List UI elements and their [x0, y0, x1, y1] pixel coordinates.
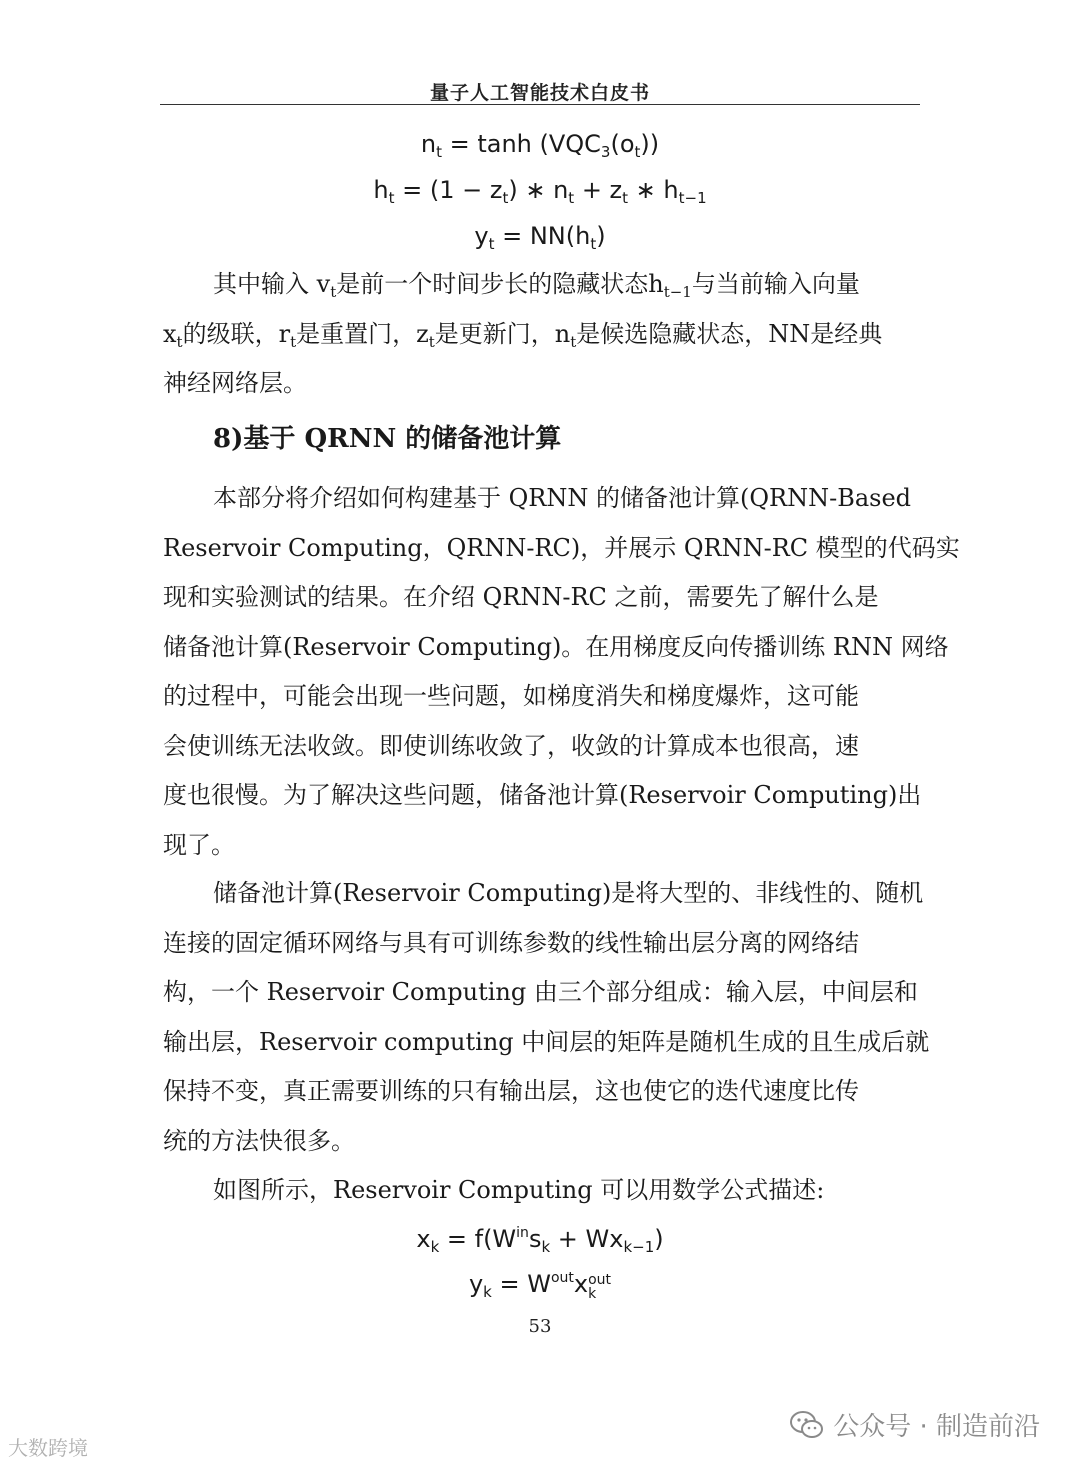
- running-header: 量子人工智能技术白皮书: [429, 82, 650, 104]
- paragraph-formula-intro: 如图所示，Reservoir Computing 可以用数学公式描述:: [213, 1176, 825, 1204]
- equation-y-t: $y_t = NN(h_t)$: [474, 222, 606, 253]
- watermark-right: [789, 1406, 1040, 1443]
- paragraph-variable-definitions: 其中输入 $v_t$是前一个时间步长的隐藏状态$h_{t-1}$与当前输入向量 $x_t$的级联，$r_t$是重置门，$z_t$是更新门，$n_t$是候选隐藏状态，NN是经典 神经网络层。: [163, 270, 883, 397]
- paragraph-reservoir-definition: 储备池计算(Reservoir Computing)是将大型的、非线性的、随机 连接的固定循环网络与具有可训练参数的线性输出层分离的网络结 构，一个 Reservoir Computing 由三个部分组成：输入层，中间层和 输出层，Reservoir computing 中间层的矩阵是随机生成的且生成后就 保持不变，真正需要训练的只有输出层，这也使它的迭代速度比传 统的方法快很多。: [163, 879, 930, 1155]
- equation-x-k: $x_k = f(W^{in}s_k + Wx_{k-1})$: [416, 1225, 664, 1256]
- section-heading: 8)基于 QRNN 的储备池计算: [213, 424, 562, 454]
- page-number: 53: [528, 1316, 552, 1337]
- header-rule: [160, 104, 920, 105]
- wechat-icon: [789, 1410, 825, 1440]
- watermark-right-label: 公众号 · 制造前沿: [833, 1412, 1040, 1442]
- equation-y-k: $y_k = W^{out}x$ out k: [468, 1270, 612, 1302]
- equation-h-t: $h_t = (1 - z_t)$ ∗ $n_t + z_t$ ∗ $h_{t-1}$: [373, 176, 707, 207]
- watermark-left: 大数跨境: [8, 1436, 88, 1460]
- equation-n-t: $n_t = \tanh (VQC_3(o_t))$: [420, 130, 660, 161]
- paragraph-reservoir-intro: 本部分将介绍如何构建基于 QRNN 的储备池计算(QRNN-Based Reservoir Computing，QRNN-RC)，并展示 QRNN-RC 模型的代码实 现和实验测试的结果。在介绍 QRNN-RC 之前，需要先了解什么是 储备池计算(Reservoir Computing)。在用梯度反向传播训练 RNN 网络 的过程中，可能会出现一些问题，如梯度消失和梯度爆炸，这可能 会使训练无法收敛。即使训练收敛了，收敛的计算成本也很高，速 度也很慢。为了解决这些问题，储备池计算(Reservoir Computing)出 现了。: [163, 484, 960, 859]
